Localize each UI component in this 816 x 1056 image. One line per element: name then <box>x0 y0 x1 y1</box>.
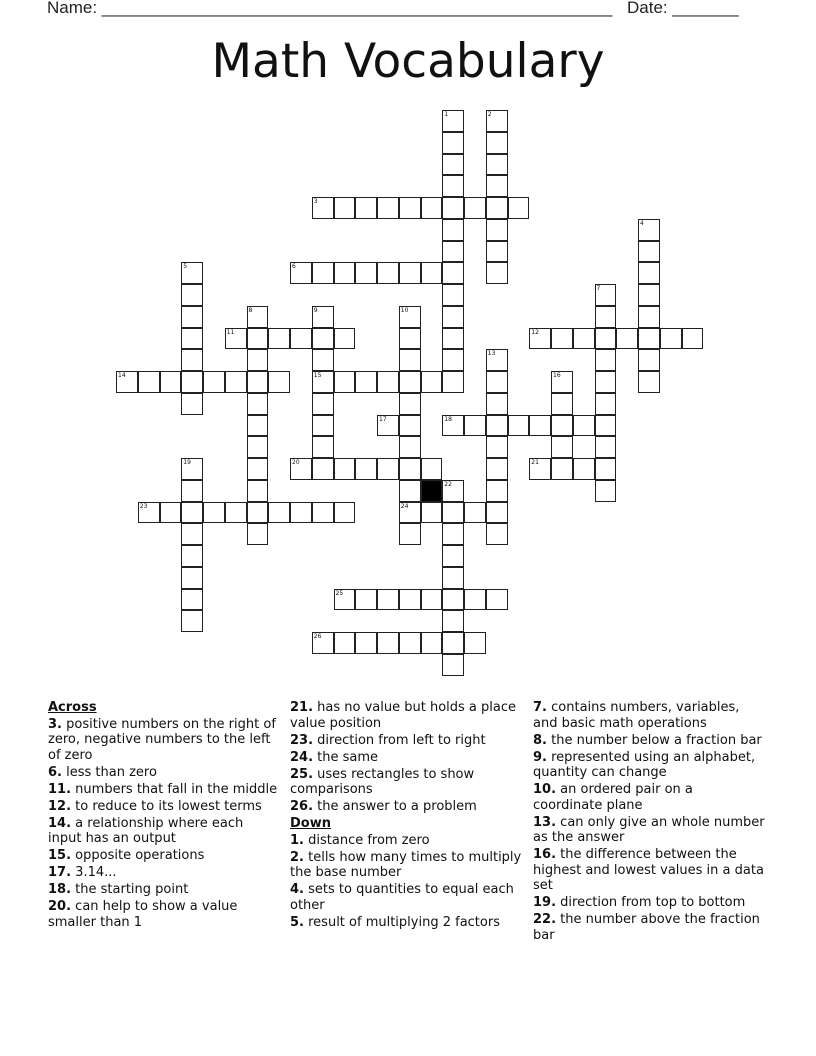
grid-cell[interactable] <box>442 262 464 284</box>
grid-cell[interactable] <box>377 371 399 393</box>
clue-number: 10 <box>400 306 409 314</box>
clue-down-2: 2. tells how many times to multiply the base number <box>290 849 522 880</box>
clue-down-10: 10. an ordered pair on a coordinate plane <box>533 782 693 813</box>
grid-cell[interactable] <box>638 349 660 371</box>
grid-cell[interactable] <box>399 306 421 328</box>
clue-number: 13 <box>487 350 496 358</box>
grid-cell[interactable] <box>334 458 356 480</box>
clue-number: 4 <box>640 219 644 227</box>
clue-across-14: 14. a relationship where each input has an output <box>48 815 244 846</box>
clue-across-15: 15. opposite operations <box>48 848 205 863</box>
grid-cell[interactable] <box>486 197 508 219</box>
clue-down-5: 5. result of multiplying 2 factors <box>290 914 500 930</box>
grid-cell[interactable] <box>160 502 182 524</box>
grid-cell[interactable] <box>486 110 508 132</box>
grid-cell[interactable] <box>377 415 399 437</box>
grid-cell[interactable] <box>160 371 182 393</box>
grid-cell[interactable] <box>442 480 464 502</box>
grid-cell[interactable] <box>247 458 269 480</box>
grid-cell[interactable] <box>595 480 617 502</box>
clue-number: 20 <box>292 459 300 466</box>
grid-cell[interactable] <box>247 393 269 415</box>
grid-cell[interactable] <box>181 349 203 371</box>
grid-cell[interactable] <box>486 371 508 393</box>
clue-number: 5 <box>183 263 188 271</box>
clues-column-1 <box>48 700 280 932</box>
grid-cell[interactable] <box>399 632 421 654</box>
clue-down-22: 22. the number above the fraction bar <box>533 912 760 943</box>
grid-cell[interactable] <box>203 371 225 393</box>
grid-cell[interactable] <box>573 415 595 437</box>
grid-cell[interactable] <box>334 371 356 393</box>
clue-down-8: 8. the number below a fraction bar <box>533 732 762 748</box>
grid-cell[interactable] <box>595 436 617 458</box>
grid-cell[interactable] <box>442 154 464 176</box>
grid-cell[interactable] <box>486 349 508 371</box>
grid-cell[interactable] <box>181 589 203 611</box>
clue-across-20: 20. can help to show a value smaller than 1 <box>48 899 238 930</box>
grid-cell[interactable] <box>464 197 486 219</box>
grid-cell[interactable] <box>421 458 443 480</box>
grid-cell[interactable] <box>442 415 464 437</box>
clue-down-1: 1. distance from zero <box>290 832 430 848</box>
clue-across-21: 21. has no value but holds a place value position <box>290 700 517 731</box>
grid-cell[interactable] <box>442 284 464 306</box>
clue-number: 2 <box>487 111 492 118</box>
grid-cell[interactable] <box>638 219 660 241</box>
grid-cell[interactable] <box>268 328 290 350</box>
grid-cell[interactable] <box>508 415 530 437</box>
grid-cell[interactable] <box>638 262 660 284</box>
clue-number: 7 <box>596 285 601 292</box>
grid-cell[interactable] <box>247 480 269 502</box>
grid-cell[interactable] <box>595 415 617 437</box>
grid-cell[interactable] <box>377 262 399 284</box>
black-cell <box>421 480 443 502</box>
clue-number: 8 <box>248 306 253 314</box>
clue-number: 26 <box>313 633 322 640</box>
grid-cell[interactable] <box>442 219 464 241</box>
grid-cell[interactable] <box>355 197 377 219</box>
grid-cell[interactable] <box>312 306 334 328</box>
grid-cell[interactable] <box>355 371 377 393</box>
clue-down-13: 13. can only give an whole number as the answer <box>533 814 765 845</box>
grid-cell[interactable] <box>377 589 399 611</box>
clue-across-12: 12. to reduce to its lowest terms <box>48 798 262 814</box>
grid-cell[interactable] <box>573 328 595 350</box>
grid-cell[interactable] <box>312 262 334 284</box>
grid-cell[interactable] <box>486 523 508 545</box>
clue-down-9: 9. represented using an alphabet, quantity can change <box>533 749 756 780</box>
grid-cell[interactable] <box>551 458 573 480</box>
grid-cell[interactable] <box>421 371 443 393</box>
grid-cell[interactable] <box>442 349 464 371</box>
grid-cell[interactable] <box>312 197 334 219</box>
clue-number: 23 <box>139 502 148 510</box>
grid-cell[interactable] <box>529 458 551 480</box>
grid-cell[interactable] <box>312 436 334 458</box>
clue-number: 17 <box>379 415 387 423</box>
clue-across-24: 24. the same <box>290 749 379 765</box>
grid-cell[interactable] <box>355 262 377 284</box>
clue-number: 16 <box>553 372 561 379</box>
grid-cell[interactable] <box>334 502 356 524</box>
clue-across-11: 11. numbers that fall in the middle <box>48 781 278 797</box>
grid-cell[interactable] <box>399 436 421 458</box>
grid-cell[interactable] <box>486 436 508 458</box>
grid-cell[interactable] <box>377 197 399 219</box>
grid-cell[interactable] <box>312 328 334 350</box>
grid-cell[interactable] <box>399 349 421 371</box>
grid-cell[interactable] <box>442 610 464 632</box>
grid-cell[interactable] <box>638 306 660 328</box>
grid-cell[interactable] <box>247 523 269 545</box>
grid-cell[interactable] <box>181 567 203 589</box>
grid-cell[interactable] <box>421 262 443 284</box>
grid-cell[interactable] <box>442 328 464 350</box>
clue-across-6: 6. less than zero <box>48 764 157 780</box>
grid-cell[interactable] <box>399 393 421 415</box>
grid-cell[interactable] <box>203 502 225 524</box>
clue-number: 9 <box>313 306 318 314</box>
grid-cell[interactable] <box>442 306 464 328</box>
grid-cell[interactable] <box>181 545 203 567</box>
grid-cell[interactable] <box>464 589 486 611</box>
grid-cell[interactable] <box>181 284 203 306</box>
grid-cell[interactable] <box>355 589 377 611</box>
grid-cell[interactable] <box>334 197 356 219</box>
grid-cell[interactable] <box>225 328 247 350</box>
grid-cell[interactable] <box>595 328 617 350</box>
date-field-label: Date: _______ <box>627 0 739 17</box>
grid-cell[interactable] <box>377 458 399 480</box>
grid-cell[interactable] <box>638 328 660 350</box>
grid-cell[interactable] <box>486 132 508 154</box>
grid-cell[interactable] <box>464 502 486 524</box>
grid-cell[interactable] <box>247 502 269 524</box>
grid-cell[interactable] <box>377 632 399 654</box>
grid-cell[interactable] <box>181 306 203 328</box>
grid-cell[interactable] <box>638 241 660 263</box>
grid-cell[interactable] <box>464 415 486 437</box>
grid-cell[interactable] <box>486 480 508 502</box>
clue-number: 14 <box>118 372 126 379</box>
grid-cell[interactable] <box>399 523 421 545</box>
clue-number: 21 <box>531 459 539 466</box>
grid-cell[interactable] <box>573 458 595 480</box>
grid-cell[interactable] <box>486 589 508 611</box>
grid-cell[interactable] <box>551 328 573 350</box>
grid-cell[interactable] <box>399 589 421 611</box>
grid-cell[interactable] <box>595 284 617 306</box>
grid-cell[interactable] <box>486 502 508 524</box>
across-heading: Across <box>48 700 97 715</box>
grid-cell[interactable] <box>399 458 421 480</box>
clue-across-25: 25. uses rectangles to show comparisons <box>290 766 475 797</box>
grid-cell[interactable] <box>421 502 443 524</box>
grid-cell[interactable] <box>312 502 334 524</box>
clue-number: 24 <box>400 502 409 510</box>
grid-cell[interactable] <box>551 436 573 458</box>
grid-cell[interactable] <box>421 632 443 654</box>
grid-cell[interactable] <box>529 415 551 437</box>
clue-number: 6 <box>292 263 296 271</box>
grid-cell[interactable] <box>247 415 269 437</box>
page-title: Math Vocabulary <box>211 34 605 89</box>
grid-cell[interactable] <box>616 328 638 350</box>
grid-cell[interactable] <box>181 262 203 284</box>
grid-cell[interactable] <box>181 458 203 480</box>
grid-cell[interactable] <box>399 502 421 524</box>
clue-number: 22 <box>444 480 452 488</box>
grid-cell[interactable] <box>268 502 290 524</box>
grid-cell[interactable] <box>399 415 421 437</box>
grid-cell[interactable] <box>312 393 334 415</box>
grid-cell[interactable] <box>399 328 421 350</box>
grid-cell[interactable] <box>486 241 508 263</box>
grid-cell[interactable] <box>442 545 464 567</box>
clue-across-18: 18. the starting point <box>48 882 189 897</box>
grid-cell[interactable] <box>138 502 160 524</box>
grid-cell[interactable] <box>247 436 269 458</box>
grid-cell[interactable] <box>595 306 617 328</box>
clue-number: 11 <box>226 328 235 336</box>
clue-down-4: 4. sets to quantities to equal each other <box>290 882 514 913</box>
grid-cell[interactable] <box>247 371 269 393</box>
clue-across-23: 23. direction from left to right <box>290 732 486 748</box>
grid-cell[interactable] <box>486 415 508 437</box>
grid-cell[interactable] <box>247 306 269 328</box>
clue-across-17: 17. 3.14... <box>48 865 117 880</box>
grid-cell[interactable] <box>181 393 203 415</box>
grid-cell[interactable] <box>638 284 660 306</box>
grid-cell[interactable] <box>442 502 464 524</box>
grid-cell[interactable] <box>486 175 508 197</box>
grid-cell[interactable] <box>225 502 247 524</box>
grid-cell[interactable] <box>442 110 464 132</box>
clue-down-16: 16. the difference between the highest and lowest values in a data set <box>533 847 764 893</box>
grid-cell[interactable] <box>181 371 203 393</box>
grid-cell[interactable] <box>116 371 138 393</box>
grid-cell[interactable] <box>442 654 464 676</box>
clue-number: 1 <box>444 111 449 118</box>
grid-cell[interactable] <box>442 523 464 545</box>
grid-cell[interactable] <box>464 632 486 654</box>
clue-number: 18 <box>444 415 452 423</box>
grid-cell[interactable] <box>486 219 508 241</box>
clues-column-2 <box>290 700 522 932</box>
grid-cell[interactable] <box>551 393 573 415</box>
grid-cell[interactable] <box>595 458 617 480</box>
grid-cell[interactable] <box>442 175 464 197</box>
grid-cell[interactable] <box>312 349 334 371</box>
grid-cell[interactable] <box>486 154 508 176</box>
grid-cell[interactable] <box>595 349 617 371</box>
grid-cell[interactable] <box>421 197 443 219</box>
grid-cell[interactable] <box>529 328 551 350</box>
grid-cell[interactable] <box>486 262 508 284</box>
grid-cell[interactable] <box>421 589 443 611</box>
grid-cell[interactable] <box>442 371 464 393</box>
clue-number: 12 <box>531 328 539 336</box>
grid-cell[interactable] <box>312 371 334 393</box>
grid-cell[interactable] <box>595 393 617 415</box>
grid-cell[interactable] <box>660 328 682 350</box>
clue-down-19: 19. direction from top to bottom <box>533 895 746 910</box>
grid-cell[interactable] <box>551 415 573 437</box>
grid-cell[interactable] <box>312 632 334 654</box>
grid-cell[interactable] <box>181 523 203 545</box>
grid-cell[interactable] <box>355 632 377 654</box>
grid-cell[interactable] <box>486 458 508 480</box>
grid-cell[interactable] <box>312 415 334 437</box>
grid-cell[interactable] <box>225 371 247 393</box>
clue-across-3: 3. positive numbers on the right of zero, negative numbers to the left of zero <box>48 716 276 763</box>
grid-cell[interactable] <box>290 328 312 350</box>
grid-cell[interactable] <box>290 458 312 480</box>
grid-cell[interactable] <box>399 197 421 219</box>
grid-cell[interactable] <box>247 328 269 350</box>
grid-cell[interactable] <box>181 480 203 502</box>
name-field-label: Name: ______________________________________________________ <box>47 0 613 17</box>
grid-cell[interactable] <box>355 458 377 480</box>
grid-cell[interactable] <box>442 132 464 154</box>
grid-cell[interactable] <box>138 371 160 393</box>
grid-cell[interactable] <box>399 480 421 502</box>
grid-cell[interactable] <box>399 371 421 393</box>
clue-number: 3 <box>313 198 318 205</box>
grid-cell[interactable] <box>334 328 356 350</box>
grid-cell[interactable] <box>442 632 464 654</box>
clue-across-26: 26. the answer to a problem <box>290 799 477 814</box>
grid-cell[interactable] <box>682 328 704 350</box>
grid-cell[interactable] <box>442 589 464 611</box>
grid-cell[interactable] <box>442 567 464 589</box>
grid-cell[interactable] <box>334 589 356 611</box>
down-heading: Down <box>290 816 331 831</box>
grid-cell[interactable] <box>290 502 312 524</box>
grid-cell[interactable] <box>638 371 660 393</box>
clue-number: 15 <box>313 372 322 379</box>
grid-cell[interactable] <box>508 197 530 219</box>
grid-cell[interactable] <box>442 197 464 219</box>
clue-number: 19 <box>183 459 191 466</box>
grid-cell[interactable] <box>268 371 290 393</box>
grid-cell[interactable] <box>181 502 203 524</box>
grid-cell[interactable] <box>442 241 464 263</box>
clues-column-3 <box>533 700 765 945</box>
grid-cell[interactable] <box>334 262 356 284</box>
grid-cell[interactable] <box>181 328 203 350</box>
clue-number: 25 <box>335 589 344 597</box>
grid-cell[interactable] <box>181 610 203 632</box>
grid-cell[interactable] <box>312 458 334 480</box>
grid-cell[interactable] <box>334 632 356 654</box>
clue-down-7: 7. contains numbers, variables, and basic math operations <box>533 700 740 731</box>
grid-cell[interactable] <box>399 262 421 284</box>
grid-cell[interactable] <box>290 262 312 284</box>
grid-cell[interactable] <box>247 349 269 371</box>
grid-cell[interactable] <box>551 371 573 393</box>
grid-cell[interactable] <box>486 393 508 415</box>
grid-cell[interactable] <box>595 371 617 393</box>
